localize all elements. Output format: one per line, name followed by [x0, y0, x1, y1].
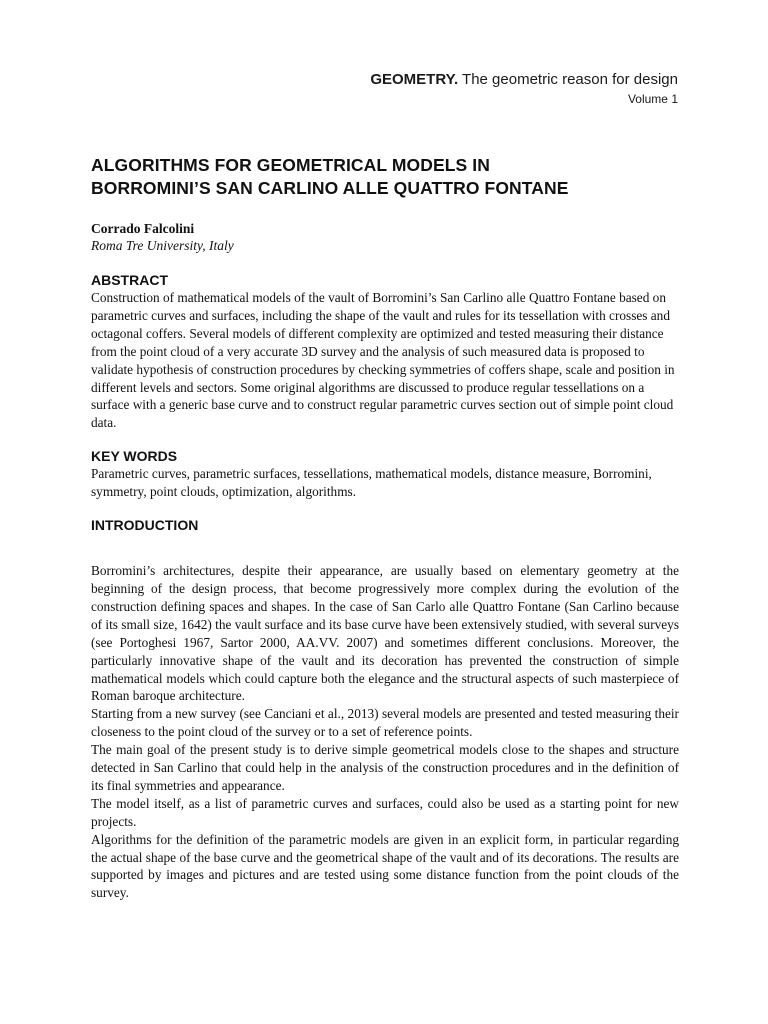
paper-content	[91, 154, 679, 902]
introduction-paragraph: Algorithms for the definition of the parametric models are given in an explicit form, in particular regarding the actual shape of the base curve and the geometrical shape of the vault and of its decorations. The results are supported by images and pictures and are tested using some distance function from the point clouds of the survey.	[91, 831, 679, 901]
series-name: GEOMETRY.	[370, 71, 459, 88]
abstract-heading: ABSTRACT	[91, 272, 168, 288]
author-affiliation: Roma Tre University, Italy	[91, 238, 234, 253]
author-name: Corrado Falcolini	[91, 221, 195, 236]
series-subtitle: The geometric reason for design	[462, 71, 678, 88]
introduction-heading: INTRODUCTION	[91, 517, 199, 534]
introduction-paragraph: The main goal of the present study is to derive simple geometrical models close to the shapes and structure detected in San Carlino that could help in the analysis of the construction procedures and in the definition of its final symmetries and appearance.	[91, 742, 679, 793]
running-header	[370, 70, 678, 107]
series-title	[370, 70, 678, 90]
volume-label: Volume 1	[627, 92, 678, 106]
keywords-heading: KEY WORDS	[91, 448, 178, 465]
paper-title-line-2: BORROMINI’S SAN CARLINO ALLE QUATTRO FONTANE	[91, 178, 569, 198]
paper-title-line-1: ALGORITHMS FOR GEOMETRICAL MODELS IN	[91, 155, 490, 175]
abstract-text: Construction of mathematical models of the vault of Borromini’s San Carlino alle Quattro Fontane based on parametric curves and surfaces, including the shape of the vault and rules for its tessellation with crosses and octagonal coffers. Several models of different complexity are optimized and tested measuring their distance from the point cloud of a very accurate 3D survey and the analysis of such measured data is proposed to validate hypothesis of construction procedures by checking symmetries of coffers shape, scale and position in different levels and sectors. Some original algorithms are discussed to produce regular tessellations on a surface with a generic base curve and to construct regular parametric curves section out of simple point cloud data.	[91, 290, 675, 431]
introduction-paragraph: Starting from a new survey (see Canciani et al., 2013) several models are presented and tested measuring their closeness to the point cloud of the survey or to a set of reference points.	[91, 706, 679, 740]
paper-title	[91, 154, 679, 200]
introduction-paragraph: The model itself, as a list of parametric curves and surfaces, could also be used as a starting point for new projects.	[91, 795, 679, 829]
introduction-paragraph: Borromini’s architectures, despite their appearance, are usually based on elementary geometry at the beginning of the design process, that become progressively more complex during the evolution of the construction defining spaces and shapes. In the case of San Carlo alle Quattro Fontane (San Carlino because of its small size, 1642) the vault surface and its base curve have been extensively studied, with several surveys (see Portoghesi 1967, Sartor 2000, AA.VV. 2007) and sometimes different conclusions. Moreover, the particularly innovative shape of the vault and its decoration has prevented the construction of simple mathematical models which could capture both the elegance and the structural aspects of such masterpiece of Roman baroque architecture.	[91, 563, 679, 704]
keywords-text: Parametric curves, parametric surfaces, tessellations, mathematical models, distance measure, Borromini, symmetry, point clouds, optimization, algorithms.	[91, 466, 652, 500]
